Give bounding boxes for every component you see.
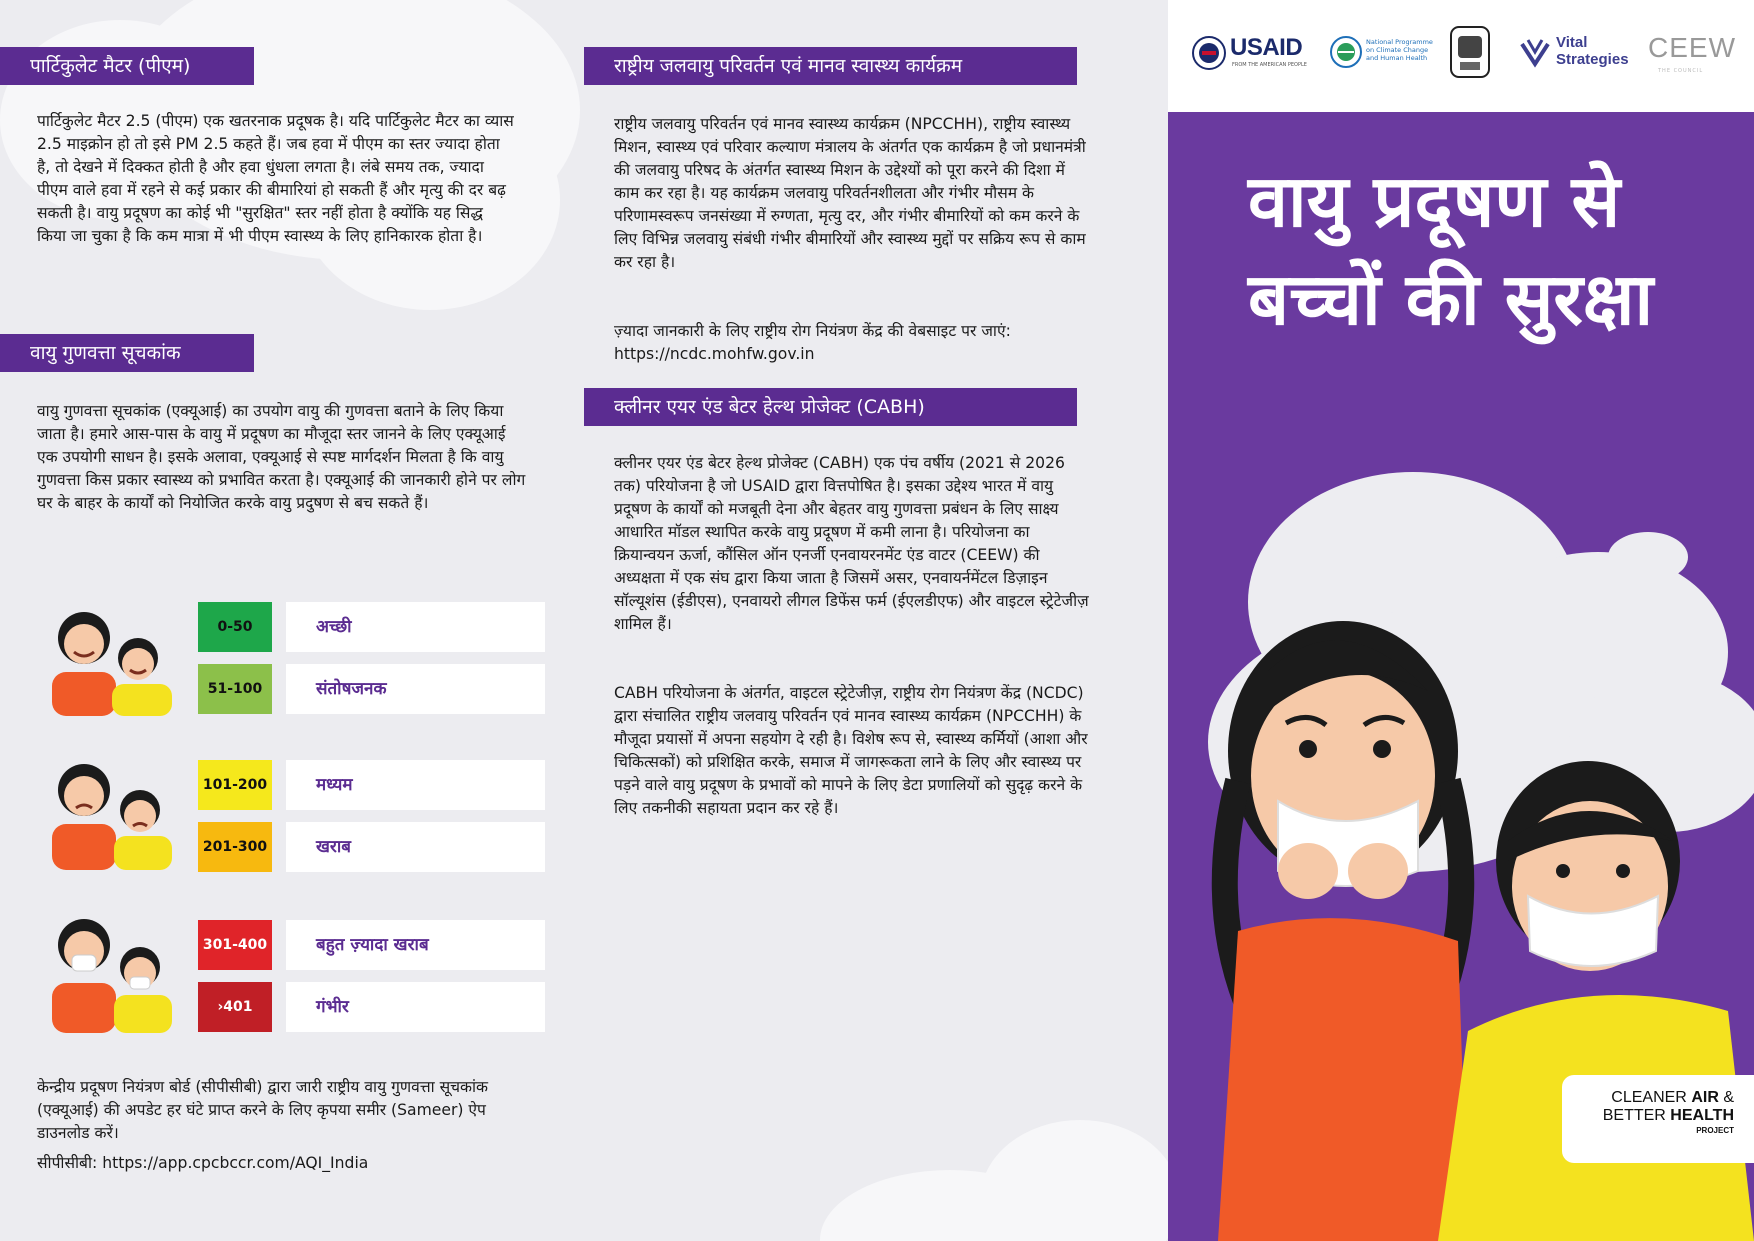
usaid-wordmark: USAID — [1230, 34, 1303, 61]
aqi-footer-text: केन्द्रीय प्रदूषण नियंत्रण बोर्ड (सीपीसीबी) द्वारा जारी राष्ट्रीय वायु गुणवत्ता सूचकांक (एक्यूआई) की अपडेट हर घंटे प्राप्त करने के लिए कृपया समीर (Sameer) ऐप डाउनलोड करें। — [37, 1078, 489, 1142]
worried-children-illustration — [44, 750, 174, 870]
cabh-body-2: CABH परियोजना के अंतर्गत, वाइटल स्ट्रेटेजीज़, राष्ट्रीय रोग नियंत्रण केंद्र (NCDC) द्वारा संचालित राष्ट्रीय जलवायु परिवर्तन एवं मानव स्वास्थ्य कार्यक्रम (NPCCHH) के मौजूदा प्रयासों में अपना सहयोग दे रही है। विशेष रूप से, स्वास्थ्य कर्मियों (आशा और चिकित्सकों) को प्रशिक्षित करके, समाज में जागरूकता लाने के लिए और स्वास्थ्य पर पड़ने वाले वायु प्रदूषण के प्रभावों को मापने के लिए डेटा प्रणालियों को सुदृढ़ करने के लिए तकनीकी सहायता प्रदान कर रहे हैं। — [614, 684, 1088, 817]
badge-line-3: PROJECT — [1696, 1126, 1734, 1135]
pm-body: पार्टिकुलेट मैटर 2.5 (पीएम) एक खतरनाक प्रदूषक है। यदि पार्टिकुलेट मैटर का व्यास 2.5 माइक्रोन हो तो इसे PM 2.5 कहते हैं। जब हवा में पीएम का स्तर ज्यादा होता है, तो देखने में दिक्कत होती है और हवा धुंधला लगता है। लंबे समय तक, ज्यादा पीएम वाले हवा में रहने से कई प्रकार की बीमारियां हो सकती हैं और मृत्यु की दर बढ़ सकती है। वायु प्रदूषण का कोई भी "सुरक्षित" स्तर नहीं होता है क्योंकि यह सिद्ध किया जा चुका है कि कम मात्रा में भी पीएम स्वास्थ्य के लिए हानिकारक होता है। — [37, 112, 514, 245]
aqi-range-severe: ›401 — [198, 982, 272, 1032]
vital-line-2: Strategies — [1556, 51, 1629, 68]
aqi-heading: वायु गुणवत्ता सूचकांक — [0, 334, 254, 372]
vital-line-1: Vital — [1556, 34, 1588, 51]
npcchh-line-3: and Human Health — [1366, 54, 1428, 62]
cpcb-link[interactable]: सीपीसीबी: https://app.cpcbccr.com/AQI_India — [37, 1154, 369, 1172]
npcchh-logo — [1330, 34, 1440, 74]
badge-air: AIR — [1691, 1089, 1719, 1106]
happy-children-illustration — [44, 598, 174, 716]
badge-ampersand: & — [1718, 1089, 1734, 1106]
aqi-label-satisfactory: संतोषजनक — [286, 664, 545, 714]
government-emblem-icon — [1450, 26, 1490, 78]
npcchh-heading: राष्ट्रीय जलवायु परिवर्तन एवं मानव स्वास्थ्य कार्यक्रम — [584, 47, 1077, 85]
cabh-badge — [1562, 1075, 1754, 1163]
badge-cleaner: CLEANER — [1611, 1089, 1692, 1106]
aqi-label-poor: खराब — [286, 822, 545, 872]
pm-heading: पार्टिकुलेट मैटर (पीएम) — [0, 47, 254, 85]
vital-strategies-text — [1556, 34, 1629, 68]
masked-children-illustration — [44, 905, 174, 1033]
aqi-range-very-poor: 301-400 — [198, 920, 272, 970]
globe-icon — [1330, 36, 1362, 68]
partner-logos-bar — [1168, 0, 1754, 112]
npcchh-more-info: ज़्यादा जानकारी के लिए राष्ट्रीय रोग नियंत्रण केंद्र की वेबसाइट पर जाएं: https://ncdc.mohfw.gov.in — [614, 322, 1011, 363]
vital-strategies-mark-icon — [1518, 36, 1552, 70]
usaid-seal-icon — [1192, 36, 1226, 70]
vital-strategies-logo — [1518, 32, 1638, 76]
badge-line-2 — [1582, 1107, 1734, 1125]
cabh-heading: क्लीनर एयर एंड बेटर हेल्थ प्रोजेक्ट (CABH) — [584, 388, 1077, 426]
cabh-body-1: क्लीनर एयर एंड बेटर हेल्थ प्रोजेक्ट (CABH) एक पंच वर्षीय (2021 से 2026 तक) परियोजना है जो USAID द्वारा वित्तपोषित है। इसका उद्देश्य भारत में वायु प्रदूषण के कार्यों को मजबूती देना और बेहतर वायु गुणवत्ता प्रबंधन के लिए साक्ष्य आधारित मॉडल स्थापित करके वायु प्रदूषण में कमी लाना है। परियोजना का क्रियान्वयन ऊर्जा, कौंसिल ऑन एनर्जी एनवायरनमेंट एंड वाटर (CEEW) की अध्यक्षता में एक संघ द्वारा किया जाता है जिसमें असर, एनवायर्नमेंटल डिज़ाइन सॉल्यूशंस (ईडीएस), एनवायरो लीगल डिफेंस फर्म (ईएलडीएफ) और वाइटल स्ट्रेटेजीज़ शामिल हैं। — [614, 454, 1089, 633]
usaid-logo — [1192, 34, 1312, 74]
aqi-body: वायु गुणवत्ता सूचकांक (एक्यूआई) का उपयोग वायु की गुणवत्ता बताने के लिए किया जाता है। हमारे आस-पास के वायु में प्रदूषण का मौजूदा स्तर जानने के लिए एक्यूआई एक उपयोगी साधन है। इसके अलावा, एक्यूआई से स्पष्ट मार्गदर्शन मिलता है कि वायु गुणवत्ता किस प्रकार स्वास्थ्य को प्रभावित करता है। एक्यूआई की जानकारी होने पर लोग घर के बाहर के कार्यों को नियोजित करके वायु प्रदुषण से बच सकते हैं। — [37, 402, 526, 512]
badge-better: BETTER — [1602, 1107, 1671, 1124]
ceew-tagline: THE COUNCIL — [1658, 68, 1704, 74]
npcchh-line-1: National Programme — [1366, 38, 1433, 46]
ceew-wordmark: CEEW — [1648, 32, 1736, 63]
aqi-range-good: 0-50 — [198, 602, 272, 652]
npcchh-body: राष्ट्रीय जलवायु परिवर्तन एवं मानव स्वास्थ्य कार्यक्रम (NPCCHH), राष्ट्रीय स्वास्थ्य मिशन, स्वास्थ्य एवं परिवार कल्याण मंत्रालय के अंतर्गत एक कार्यक्रम है जो प्रधानमंत्री की जलवायु परिषद के अंतर्गत स्वास्थ्य मिशन के उद्देश्यों को पूरा करने की दिशा में काम कर रहा है। यह कार्यक्रम जलवायु परिवर्तनशीलता और गंभीर मौसम के परिणामस्वरूप जनसंख्या में रुग्णता, मृत्यु दर, और गंभीर बीमारियों को कम करने के लिए विभिन्न जलवायु संबंधी गंभीर बीमारियों और स्वास्थ्य मुद्दों पर सक्रिय रूप से काम कर रहा है। — [614, 115, 1086, 271]
aqi-label-good: अच्छी — [286, 602, 545, 652]
npcchh-line-2: on Climate Change — [1366, 46, 1429, 54]
ceew-logo — [1648, 30, 1748, 78]
aqi-range-satisfactory: 51-100 — [198, 664, 272, 714]
badge-line-1 — [1582, 1089, 1734, 1107]
aqi-range-moderate: 101-200 — [198, 760, 272, 810]
aqi-range-poor: 201-300 — [198, 822, 272, 872]
npcchh-logo-text — [1366, 38, 1433, 62]
cover-title: वायु प्रदूषण से बच्चों की सुरक्षा — [1248, 159, 1654, 341]
aqi-label-very-poor: बहुत ज़्यादा खराब — [286, 920, 545, 970]
aqi-label-moderate: मध्यम — [286, 760, 545, 810]
usaid-tagline: FROM THE AMERICAN PEOPLE — [1232, 62, 1307, 68]
background-cloud — [980, 1120, 1180, 1241]
cover-panel — [1168, 112, 1754, 1241]
badge-health: HEALTH — [1670, 1107, 1734, 1124]
aqi-label-severe: गंभीर — [286, 982, 545, 1032]
